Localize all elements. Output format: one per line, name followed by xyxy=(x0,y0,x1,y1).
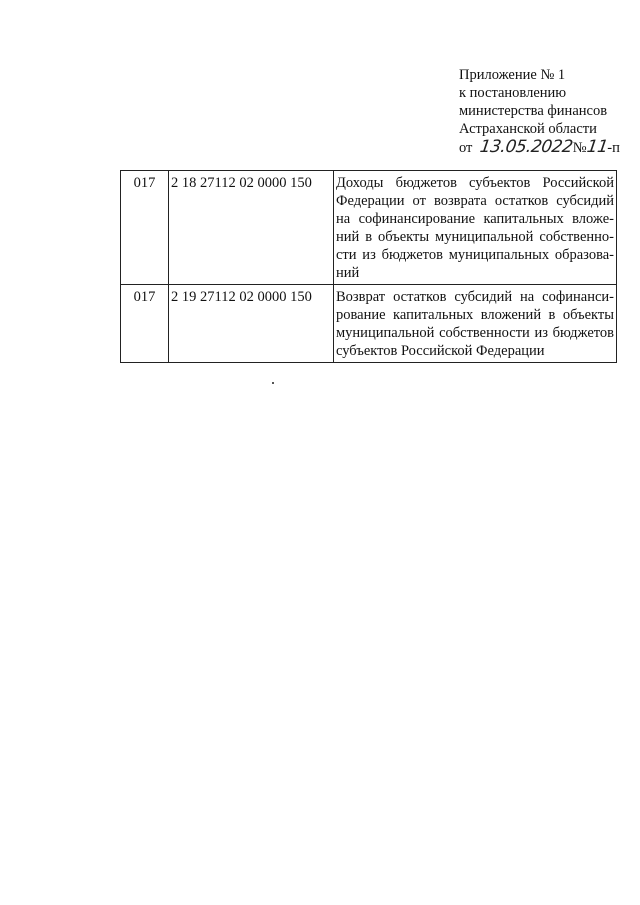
admin-code-cell: 017 xyxy=(121,285,169,363)
appendix-reference: к постановлению xyxy=(459,85,567,101)
number-suffix: -п xyxy=(607,140,620,156)
appendix-date-line xyxy=(459,138,629,157)
appendix-region: Астраханской области xyxy=(459,121,597,137)
admin-code-cell: 017 xyxy=(121,171,169,285)
kbk-code-cell: 2 19 27112 02 0000 150 xyxy=(169,285,334,363)
kbk-code-cell: 2 18 27112 02 0000 150 xyxy=(169,171,334,285)
from-label: от xyxy=(459,140,473,156)
budget-codes-table xyxy=(120,170,617,363)
number-sign: № xyxy=(572,140,587,156)
income-name-cell: Доходы бюджетов субъектов Российской Федерации от возврата остатков субсидий на софинансирование капитальных вложений в объекты муниципальной собственности из бюджетов муниципальных образований xyxy=(334,171,617,285)
income-name-cell: Возврат остатков субсидий на софинансирование капитальных вложений в объекты муниципальной собственности из бюджетов субъектов Российской Федерации xyxy=(334,285,617,363)
table-row xyxy=(121,285,617,363)
appendix-title: Приложение № 1 xyxy=(459,67,566,83)
scan-speck xyxy=(272,382,274,384)
handwritten-number: 11 xyxy=(585,137,609,157)
appendix-header xyxy=(459,66,629,157)
appendix-ministry: министерства финансов xyxy=(459,103,608,119)
handwritten-date: 13.05.2022 xyxy=(479,137,575,157)
table-row xyxy=(121,171,617,285)
